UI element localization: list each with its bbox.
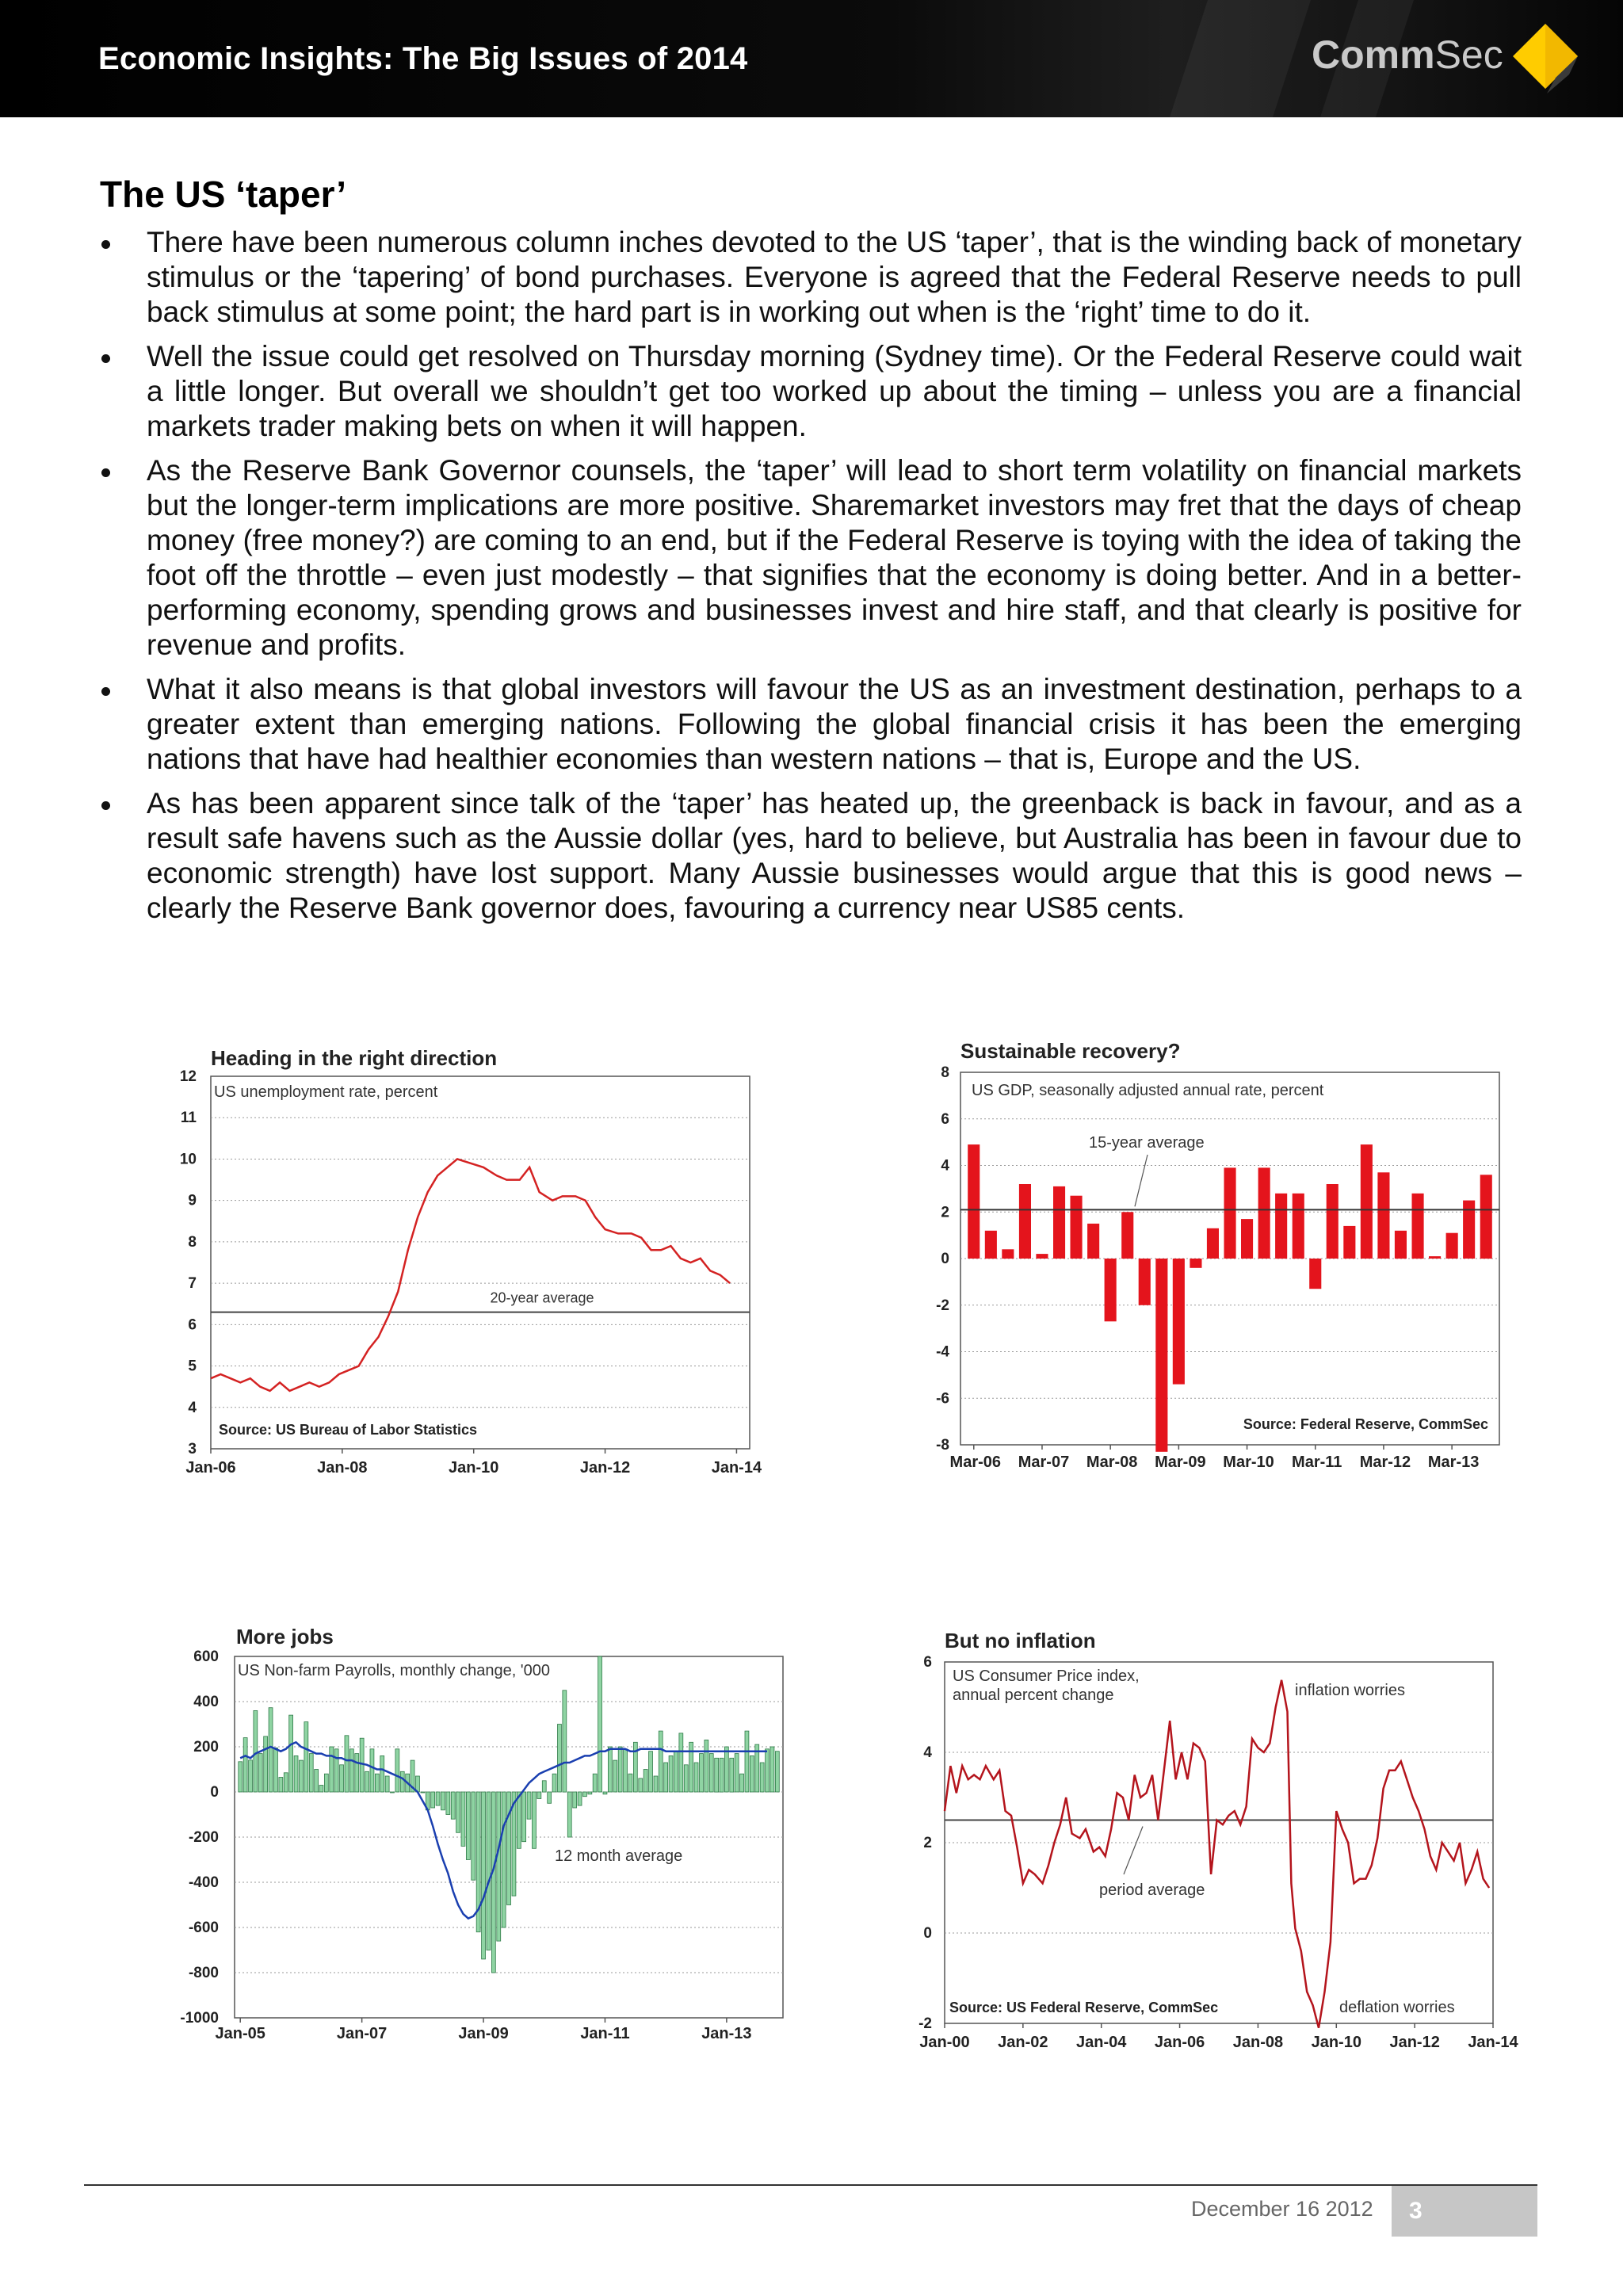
payroll-bar <box>669 1755 673 1792</box>
brand-bold: Comm <box>1312 32 1435 77</box>
payroll-bar <box>249 1760 253 1792</box>
bullet-item <box>100 672 1522 777</box>
x-tick-label: Jan-02 <box>998 2034 1048 2051</box>
y-tick-label: -600 <box>188 1920 219 1936</box>
x-tick-label: Jan-00 <box>919 2034 970 2051</box>
payroll-bar <box>588 1792 592 1794</box>
gdp-chart <box>934 1034 1520 1478</box>
average-label: 20-year average <box>490 1289 594 1306</box>
payroll-bar <box>284 1773 288 1792</box>
gdp-bar <box>1377 1172 1389 1259</box>
bullet-dot <box>101 468 110 477</box>
chart-subtitle: US Non-farm Payrolls, monthly change, '000 <box>238 1662 550 1679</box>
annotation-label: inflation worries <box>1295 1682 1405 1699</box>
bullet-text: What it also means is that global investors will favour the US as an investment destination, perhaps to a greater extent than emerging nations. Following the global financial crisis it has been the emerging nations that have had healthier economies than western nations – that is, Europe and the US. <box>147 673 1522 775</box>
payroll-bar <box>385 1776 389 1792</box>
y-tick-label: -8 <box>936 1437 949 1454</box>
y-tick-label: 0 <box>941 1251 949 1267</box>
y-tick-label: 8 <box>188 1233 197 1251</box>
x-tick-label: Mar-12 <box>1359 1454 1411 1471</box>
payroll-bar <box>319 1786 323 1793</box>
payroll-bar <box>730 1758 734 1792</box>
payroll-bar <box>705 1740 708 1792</box>
chart-subtitle-line: US Consumer Price index, <box>953 1668 1140 1685</box>
payroll-bar <box>684 1765 688 1792</box>
gdp-bar <box>1155 1259 1167 1452</box>
gdp-bar <box>1241 1219 1253 1259</box>
payroll-bar <box>664 1763 668 1792</box>
payroll-bar <box>395 1749 399 1792</box>
payroll-bar <box>324 1774 328 1792</box>
x-tick-label: Mar-06 <box>949 1454 1002 1471</box>
x-tick-label: Jan-08 <box>1232 2034 1284 2051</box>
bullet-item <box>100 339 1522 444</box>
payroll-bar <box>659 1731 663 1792</box>
gdp-bar <box>1087 1224 1099 1259</box>
payroll-bar <box>750 1755 754 1792</box>
x-tick-label: Mar-13 <box>1427 1454 1480 1471</box>
payroll-bar <box>608 1747 612 1792</box>
payroll-bar <box>679 1733 683 1792</box>
payroll-bar <box>487 1792 491 1950</box>
gdp-bar <box>1173 1259 1185 1385</box>
payroll-bar <box>649 1752 653 1792</box>
payroll-bar <box>578 1792 582 1805</box>
x-tick-label: Jan-13 <box>701 2025 752 2042</box>
annotation-label: deflation worries <box>1339 1999 1455 2016</box>
payroll-bar <box>497 1792 501 1941</box>
payroll-bar <box>254 1710 258 1792</box>
unemployment-chart <box>174 1038 777 1482</box>
bullet-item <box>100 453 1522 663</box>
y-tick-label: 0 <box>923 1925 932 1942</box>
payroll-bar <box>289 1715 293 1792</box>
y-tick-label: -1000 <box>180 2010 219 2027</box>
chart-source: Source: US Federal Reserve, CommSec <box>949 2000 1219 2015</box>
y-tick-label: 6 <box>923 1654 932 1671</box>
x-tick-label: Jan-12 <box>579 1459 631 1477</box>
y-tick-label: 2 <box>941 1204 949 1221</box>
chart-subtitle: US GDP, seasonally adjusted annual rate, percent <box>972 1082 1324 1099</box>
gdp-bar <box>1002 1249 1014 1259</box>
payroll-bar <box>720 1758 724 1792</box>
payroll-bar <box>740 1774 744 1792</box>
bullet-text: As has been apparent since talk of the ‘taper’ has heated up, the greenback is back in favour, and as a result safe havens such as the Aussie dollar (yes, hard to believe, but Australia has been in favour due to economic strength) have lost support. Many Aussie businesses would argue that this is good news – clearly the Reserve Bank governor does, favouring a currency near US85 cents. <box>147 787 1522 924</box>
x-tick-label: Jan-06 <box>185 1459 236 1477</box>
y-tick-label: 9 <box>188 1192 197 1209</box>
payroll-bar <box>345 1736 349 1792</box>
gdp-bar <box>1446 1233 1458 1259</box>
payroll-bar <box>391 1792 395 1793</box>
chart-title: More jobs <box>236 1625 334 1648</box>
payroll-bar <box>274 1748 278 1792</box>
gdp-bar <box>985 1231 997 1259</box>
payroll-bar <box>309 1754 313 1792</box>
payroll-bar <box>330 1747 334 1792</box>
gdp-bar <box>1429 1256 1441 1259</box>
x-tick-label: Mar-09 <box>1155 1454 1206 1471</box>
chart-subtitle: US unemployment rate, percent <box>214 1083 438 1101</box>
bullet-item <box>100 225 1522 330</box>
payroll-bar <box>304 1722 308 1792</box>
payroll-bar <box>451 1792 455 1819</box>
payroll-bar <box>507 1792 511 1905</box>
payroll-bar <box>400 1771 404 1792</box>
payroll-bar <box>537 1792 541 1799</box>
article-title: The US ‘taper’ <box>100 174 346 215</box>
payroll-bar <box>563 1690 567 1792</box>
payroll-bar <box>598 1656 602 1792</box>
payroll-bar <box>491 1792 495 1973</box>
page-number: 3 <box>1392 2186 1537 2237</box>
y-tick-label: 6 <box>941 1110 949 1128</box>
y-tick-label: 400 <box>193 1694 219 1710</box>
payroll-bar <box>760 1763 764 1792</box>
payroll-bar <box>340 1765 344 1792</box>
gdp-bar <box>1224 1167 1236 1259</box>
payroll-bar <box>370 1749 374 1792</box>
y-tick-label: 7 <box>188 1275 197 1293</box>
payroll-bar <box>674 1752 678 1792</box>
x-tick-label: Jan-12 <box>1389 2034 1440 2051</box>
gdp-bar <box>968 1144 980 1259</box>
payroll-bar <box>461 1792 465 1846</box>
payroll-bar <box>618 1747 622 1792</box>
gdp-bar <box>1105 1259 1117 1321</box>
payroll-bar <box>502 1792 506 1927</box>
payroll-bar <box>567 1792 571 1837</box>
chart-title: Heading in the right direction <box>211 1046 498 1070</box>
payroll-bar <box>334 1749 338 1792</box>
payroll-bar <box>472 1792 475 1880</box>
payroll-bar <box>533 1792 537 1848</box>
chart-source: Source: US Bureau of Labor Statistics <box>219 1422 478 1438</box>
y-tick-label: 2 <box>923 1835 932 1851</box>
gdp-bar <box>1395 1231 1407 1259</box>
x-tick-label: Jan-05 <box>215 2025 265 2042</box>
y-tick-label: 0 <box>210 1784 219 1801</box>
payroll-bar <box>548 1792 552 1803</box>
payroll-bar <box>441 1792 445 1810</box>
payroll-bar <box>689 1742 693 1792</box>
gdp-bar <box>1412 1194 1424 1259</box>
x-tick-label: Jan-09 <box>458 2025 509 2042</box>
gdp-bar <box>1343 1226 1355 1259</box>
payroll-bar <box>724 1747 728 1792</box>
gdp-bar <box>1190 1259 1201 1268</box>
y-tick-label: -400 <box>188 1874 219 1891</box>
payroll-bar <box>770 1747 774 1792</box>
payroll-bar <box>315 1770 319 1793</box>
payroll-bar <box>552 1774 556 1792</box>
bullet-dot <box>101 354 110 363</box>
plot-frame <box>211 1076 750 1449</box>
average-label: period average <box>1099 1881 1205 1899</box>
payroll-bar <box>583 1792 587 1797</box>
x-tick-label: Mar-08 <box>1086 1454 1138 1471</box>
payroll-bar <box>446 1792 450 1815</box>
payroll-bar <box>624 1749 628 1792</box>
y-tick-label: 6 <box>188 1316 197 1334</box>
gdp-bar <box>1258 1167 1270 1259</box>
gdp-bar <box>1309 1259 1321 1289</box>
payroll-bar <box>573 1792 577 1808</box>
x-tick-label: Jan-07 <box>336 2025 388 2042</box>
bullet-dot <box>101 687 110 696</box>
average-label: 15-year average <box>1089 1134 1205 1152</box>
payroll-bar <box>243 1738 247 1792</box>
payroll-bar <box>603 1792 607 1794</box>
brand-light: Sec <box>1434 32 1503 77</box>
payroll-bar <box>654 1776 658 1792</box>
chart-source: Source: Federal Reserve, CommSec <box>1243 1416 1488 1432</box>
y-tick-label: 3 <box>188 1441 197 1457</box>
footer-divider <box>84 2184 1537 2186</box>
payroll-bar <box>745 1731 749 1792</box>
x-tick-label: Mar-07 <box>1018 1454 1070 1471</box>
y-tick-label: 8 <box>941 1064 949 1081</box>
gdp-bar <box>1121 1212 1133 1259</box>
payroll-bar <box>715 1758 719 1792</box>
average-label: 12 month average <box>555 1847 683 1865</box>
payroll-bar <box>264 1736 268 1792</box>
payroll-bar <box>522 1792 526 1842</box>
payroll-bar <box>482 1792 486 1959</box>
bullet-dot <box>101 240 110 249</box>
payroll-bar <box>639 1778 643 1792</box>
y-tick-label: -2 <box>936 1297 949 1314</box>
report-title: Economic Insights: The Big Issues of 2014 <box>98 41 748 76</box>
gdp-bar <box>1139 1259 1151 1305</box>
payroll-bar <box>709 1754 713 1792</box>
y-tick-label: -6 <box>936 1390 949 1408</box>
x-tick-label: Jan-08 <box>317 1459 368 1477</box>
y-tick-label: -2 <box>918 2015 932 2032</box>
payroll-bar <box>258 1754 262 1792</box>
gdp-bar <box>1293 1194 1304 1259</box>
y-tick-label: 5 <box>188 1358 197 1375</box>
payroll-bar <box>269 1708 273 1792</box>
payroll-bar <box>558 1725 562 1793</box>
y-tick-label: -800 <box>188 1965 219 1981</box>
bullet-text: There have been numerous column inches devoted to the US ‘taper’, that is the winding back of monetary stimulus or the ‘tapering’ of bond purchases. Everyone is agreed that the Federal Reserve needs to pull back stimulus at some point; the hard part is in working out when is the ‘right’ time to do it. <box>147 226 1522 328</box>
gdp-bar <box>1480 1175 1492 1259</box>
inflation-chart <box>911 1621 1529 2065</box>
chart-title: Sustainable recovery? <box>960 1039 1181 1063</box>
x-tick-label: Jan-14 <box>711 1459 762 1477</box>
y-tick-label: 200 <box>193 1739 219 1755</box>
x-tick-label: Jan-14 <box>1468 2034 1518 2051</box>
payroll-bar <box>431 1792 435 1808</box>
gdp-bar <box>1327 1184 1338 1259</box>
payroll-bar <box>294 1755 298 1792</box>
payroll-bar <box>355 1754 359 1792</box>
gdp-bar <box>1275 1194 1287 1259</box>
y-tick-label: 11 <box>180 1110 197 1127</box>
y-tick-label: -4 <box>936 1343 949 1361</box>
payroll-bar <box>766 1749 769 1792</box>
payroll-bar <box>694 1763 698 1792</box>
y-tick-label: 4 <box>923 1744 932 1761</box>
y-tick-label: 4 <box>188 1399 197 1416</box>
bullet-text: As the Reserve Bank Governor counsels, the ‘taper’ will lead to short term volatility on financial markets but the longer-term implications are more positive. Sharemarket investors may fret that the days of cheap money (free money?) are coming to an end, but if the Federal Reserve is toying with the idea of taking the foot off the throttle – even just modestly – that signifies that the economy is doing better. And in a better-performing economy, spending grows and businesses invest and hire staff, and that clearly is positive for revenue and profits. <box>147 454 1522 661</box>
payroll-bar <box>239 1762 242 1792</box>
payroll-bar <box>643 1770 647 1793</box>
header-decoration <box>1170 0 1311 117</box>
payroll-bar <box>735 1754 739 1792</box>
gdp-bar <box>1207 1228 1219 1259</box>
gdp-bar <box>1036 1254 1048 1259</box>
bullet-text: Well the issue could get resolved on Thursday morning (Sydney time). Or the Federal Reserve could wait a little longer. But overall we shouldn’t get too worked up about the timing – unless you are a financial markets trader making bets on when it will happen. <box>147 340 1522 442</box>
payroll-bar <box>380 1755 384 1792</box>
article-bullets <box>100 225 1522 935</box>
payroll-bar <box>360 1738 364 1792</box>
payrolls-chart <box>174 1617 792 2061</box>
gdp-bar <box>1053 1186 1065 1259</box>
payroll-bar <box>365 1771 369 1792</box>
x-tick-label: Jan-10 <box>1311 2034 1361 2051</box>
y-tick-label: 600 <box>193 1648 219 1665</box>
x-tick-label: Jan-06 <box>1154 2034 1205 2051</box>
payroll-bar <box>349 1749 353 1792</box>
bullet-dot <box>101 801 110 810</box>
x-tick-label: Mar-11 <box>1292 1454 1342 1471</box>
payroll-bar <box>542 1781 546 1792</box>
payroll-bar <box>517 1792 521 1848</box>
payroll-bar <box>700 1754 704 1792</box>
chart-subtitle-line: annual percent change <box>953 1687 1114 1704</box>
payroll-bar <box>593 1774 597 1792</box>
y-tick-label: 4 <box>941 1157 949 1175</box>
gdp-bar <box>1361 1144 1373 1259</box>
payroll-bar <box>436 1792 440 1805</box>
payroll-bar <box>375 1774 379 1792</box>
bullet-item <box>100 786 1522 926</box>
y-tick-label: 12 <box>179 1068 197 1085</box>
payroll-bar <box>466 1792 470 1860</box>
gdp-bar <box>1071 1196 1083 1259</box>
y-tick-label: -200 <box>188 1829 219 1846</box>
payroll-bar <box>775 1752 779 1792</box>
chart-title: But no inflation <box>945 1629 1096 1652</box>
payroll-bar <box>300 1760 304 1792</box>
y-tick-label: 10 <box>179 1151 197 1168</box>
x-tick-label: Jan-04 <box>1076 2034 1127 2051</box>
x-tick-label: Jan-11 <box>580 2025 630 2042</box>
x-tick-label: Jan-10 <box>449 1459 499 1477</box>
report-header <box>0 0 1623 117</box>
payroll-bar <box>628 1774 632 1792</box>
footer-date: December 16 2012 <box>1191 2197 1373 2221</box>
payroll-bar <box>279 1778 283 1793</box>
payroll-bar <box>613 1760 617 1792</box>
payroll-bar <box>421 1792 425 1793</box>
payroll-bar <box>456 1792 460 1832</box>
x-tick-label: Mar-10 <box>1223 1454 1274 1471</box>
brand-logo-text <box>1312 32 1503 78</box>
gdp-bar <box>1019 1184 1031 1259</box>
brand-diamond-icon <box>1510 22 1581 94</box>
payroll-bar <box>527 1792 531 1819</box>
